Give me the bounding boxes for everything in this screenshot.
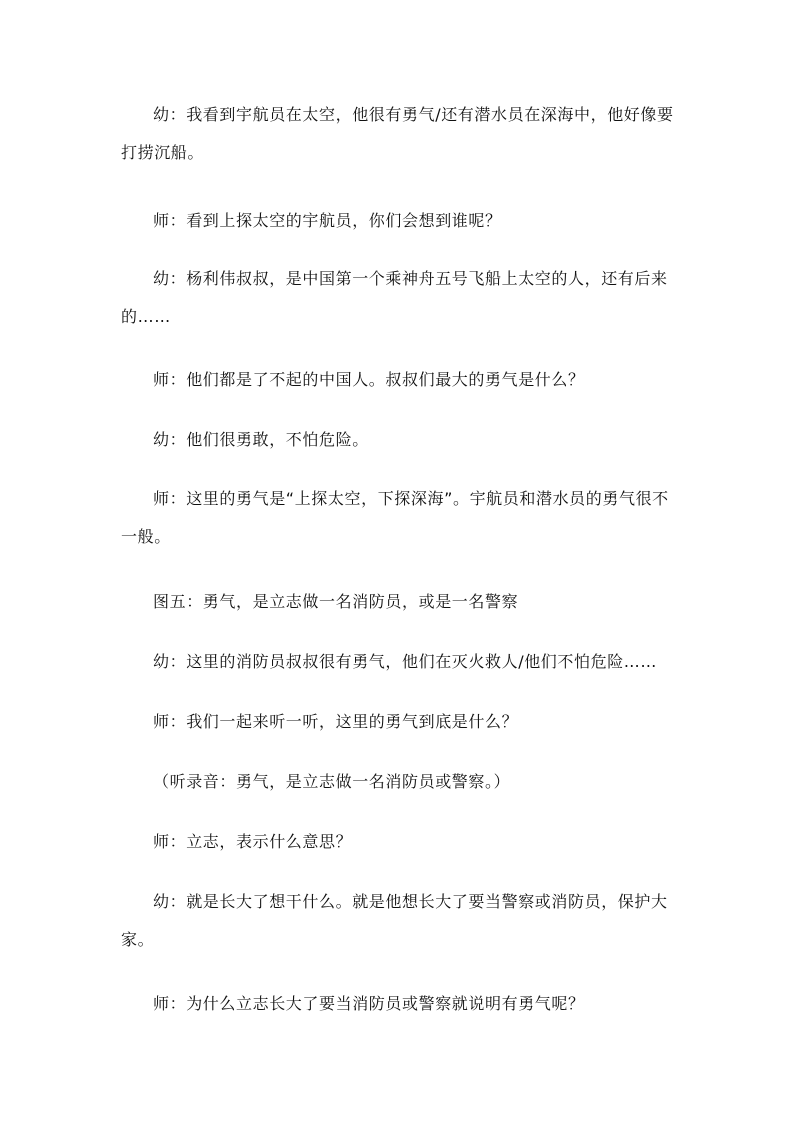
dialogue-paragraph-3: 幼：杨利伟叔叔，是中国第一个乘神舟五号飞船上太空的人，还有后来的…… xyxy=(121,269,668,326)
dialogue-paragraph-9: 师：立志，表示什么意思？ xyxy=(153,832,353,851)
dialogue-paragraph-7: 幼：这里的消防员叔叔很有勇气，他们在灭火救人/他们不怕危险…… xyxy=(153,652,657,671)
dialogue-paragraph-2: 师：看到上探太空的宇航员，你们会想到谁呢？ xyxy=(153,211,502,230)
dialogue-paragraph-1: 幼：我看到宇航员在太空，他很有勇气/还有潜水员在深海中，他好像要打捞沉船。 xyxy=(121,105,674,162)
dialogue-paragraph-6: 师：这里的勇气是“上探太空，下探深海”。宇航员和潜水员的勇气很不一般。 xyxy=(121,489,669,546)
dialogue-paragraph-4: 师：他们都是了不起的中国人。叔叔们最大的勇气是什么？ xyxy=(153,370,585,389)
dialogue-paragraph-10: 幼：就是长大了想干什么。就是他想长大了要当警察或消防员，保护大家。 xyxy=(121,892,668,949)
dialogue-paragraph-8: 师：我们一起来听一听，这里的勇气到底是什么？ xyxy=(153,712,519,731)
dialogue-paragraph-5: 幼：他们很勇敢，不怕危险。 xyxy=(153,430,369,449)
stage-direction-recording: （听录音：勇气，是立志做一名消防员或警察。） xyxy=(153,772,511,791)
dialogue-paragraph-11: 师：为什么立志长大了要当消防员或警察就说明有勇气呢？ xyxy=(153,994,585,1013)
section-heading-figure-5: 图五：勇气，是立志做一名消防员，或是一名警察 xyxy=(153,592,519,611)
